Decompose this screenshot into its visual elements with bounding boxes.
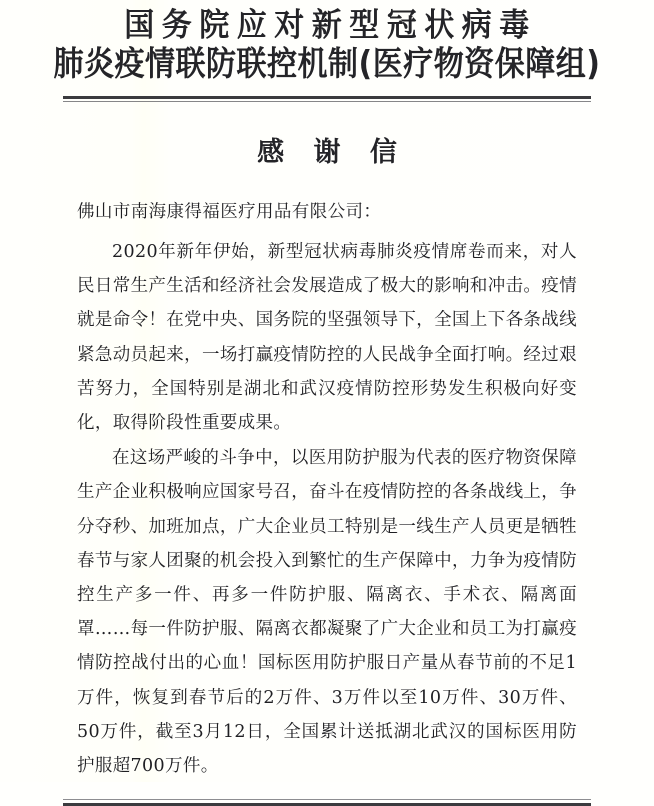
divider-bar-thin (63, 101, 591, 102)
masthead-line-2: 肺炎疫情联防联控机制(医疗物资保障组) (53, 44, 601, 85)
divider-bar-thick (63, 96, 591, 99)
body-paragraph-1: 2020年新年伊始，新型冠状病毒肺炎疫情席卷而来，对人民日常生产生活和经济社会发展造成了极大的影响和冲击。疫情就是命令！在党中央、国务院的坚强领导下，全国上下各条战线紧急动员起来，一场打赢疫情防控的人民战争全面打响。经过艰苦努力，全国特别是湖北和武汉疫情防控形势发生积极向好变化，取得阶段性重要成果。 (77, 242, 577, 434)
letter-body (77, 195, 577, 783)
footer-divider-bar-thin (63, 799, 591, 800)
page-title: 感 谢 信 (257, 137, 407, 168)
masthead (0, 0, 654, 84)
footer-divider (63, 799, 591, 806)
masthead-divider (63, 96, 591, 102)
body-paragraph-2: 在这场严峻的斗争中，以医用防护服为代表的医疗物资保障生产企业积极响应国家号召，奋斗在疫情防控的各条战线上，争分夺秒、加班加点，广大企业员工特别是一线生产人员更是牺牲春节与家人团聚的机会投入到繁忙的生产保障中，力争为疫情防控生产多一件、再多一件防护服、隔离衣、手术衣、隔离面罩……每一件防护服、隔离衣都凝聚了广大企业和员工为打赢疫情防控战付出的心血！国标医用防护服日产量从春节前的不足1万件，恢复到春节后的2万件、3万件以至10万件、30万件、50万件，截至3月12日，全国累计送抵湖北武汉的国标医用防护服超700万件。 (77, 448, 577, 777)
salutation: 佛山市南海康得福医疗用品有限公司： (77, 202, 382, 222)
masthead-line-1: 国务院应对新型冠状病毒 (124, 6, 537, 45)
